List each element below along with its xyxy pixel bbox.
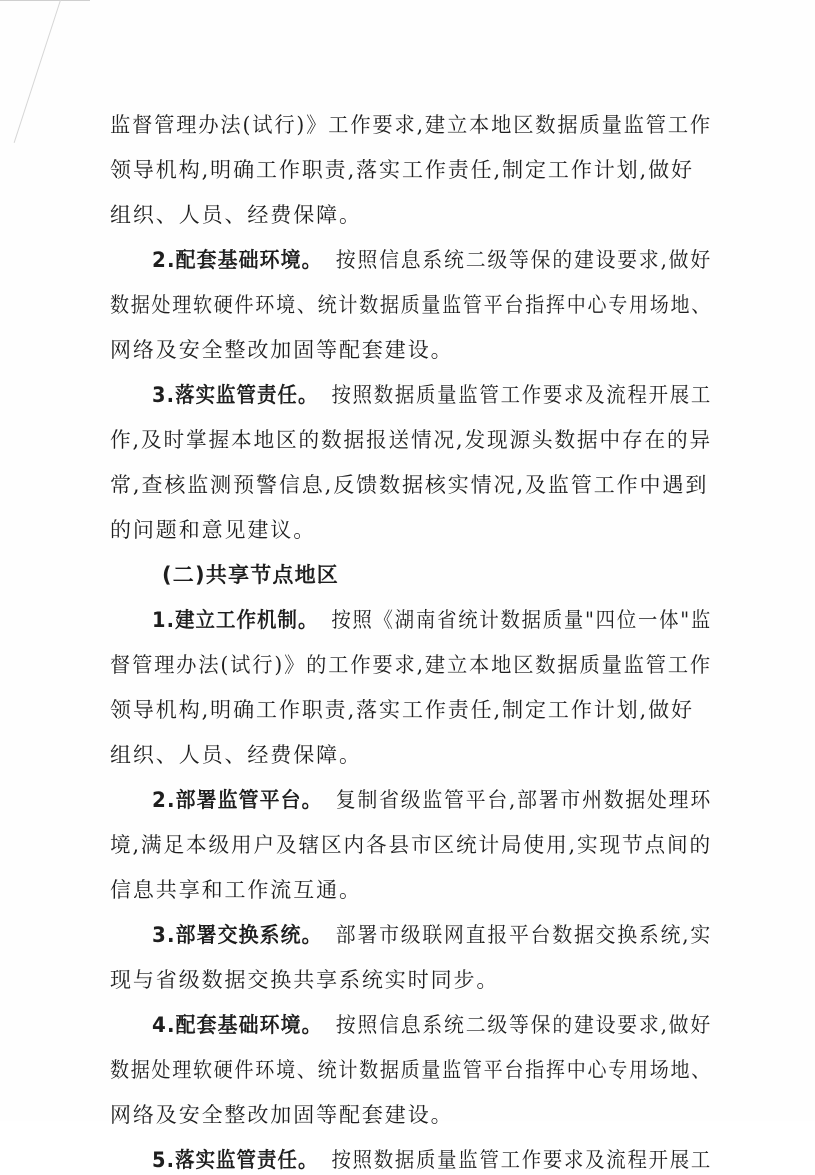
line-text: 网络及安全整改加固等配套建设。 [110,338,454,362]
line-text: 的问题和意见建议。 [110,518,317,542]
line-text: 常,查核监测预警信息,反馈数据核实情况,及监管工作中遇到 [110,473,709,497]
line-text: 信息共享和工作流互通。 [110,878,362,902]
item-heading: 3.落实监管责任。 [152,383,319,407]
line-text: 按照《湖南省统计数据质量"四位一体"监 [331,608,713,632]
line-text: 按照数据质量监管工作要求及流程开展工 [331,383,713,407]
line-text: 组织、人员、经费保障。 [110,743,362,767]
line-text: 复制省级监管平台,部署市州数据处理环 [335,788,712,812]
item-heading: 5.落实监管责任。 [152,1148,319,1172]
line-text: 数据处理软硬件环境、统计数据质量监管平台指挥中心专用场地、 [110,293,713,317]
body-line [110,155,694,185]
body-line [110,425,712,455]
line-text: 按照数据质量监管工作要求及流程开展工 [331,1148,713,1172]
line-text: 按照信息系统二级等保的建设要求,做好 [335,248,712,272]
line-text: 监督管理办法(试行)》工作要求,建立本地区数据质量监管工作 [110,113,713,137]
body-line [110,650,712,680]
item-heading: 1.建立工作机制。 [152,608,319,632]
body-line [110,830,712,860]
line-text: 组织、人员、经费保障。 [110,203,362,227]
body-line [110,470,708,500]
body-line [110,290,712,320]
line-text: 领导机构,明确工作职责,落实工作责任,制定工作计划,做好 [110,698,694,722]
body-line [110,695,694,725]
body-line [110,1100,454,1130]
line-text: 按照信息系统二级等保的建设要求,做好 [335,1013,712,1037]
line-text: 数据处理软硬件环境、统计数据质量监管平台指挥中心专用场地、 [110,1058,713,1082]
item-heading: 2.配套基础环境。 [152,248,323,272]
scan-fold-mark [14,0,62,143]
body-line [110,875,362,905]
paragraph-first-line [152,920,712,950]
line-text: 现与省级数据交换共享系统实时同步。 [110,968,500,992]
line-text: 境,满足本级用户及辖区内各县市区统计局使用,实现节点间的 [110,833,713,857]
line-text: 部署市级联网直报平台数据交换系统,实 [335,923,712,947]
line-text: 作,及时掌握本地区的数据报送情况,发现源头数据中存在的异 [110,428,713,452]
paragraph-first-line [152,1145,712,1175]
line-text: 领导机构,明确工作职责,落实工作责任,制定工作计划,做好 [110,158,694,182]
body-line [110,1055,712,1085]
paragraph-first-line [152,785,712,815]
paragraph-first-line [152,1010,712,1040]
section-heading-text: (二)共享节点地区 [162,563,339,587]
body-line [110,740,362,770]
body-line [110,200,362,230]
scan-edge-mark [0,0,90,2]
item-heading: 2.部署监管平台。 [152,788,323,812]
line-text: 网络及安全整改加固等配套建设。 [110,1103,454,1127]
paragraph-first-line [152,605,712,635]
body-line [110,335,454,365]
body-line [110,965,499,995]
paragraph-first-line [152,380,712,410]
paragraph-first-line [152,245,712,275]
item-heading: 3.部署交换系统。 [152,923,323,947]
line-text: 督管理办法(试行)》的工作要求,建立本地区数据质量监管工作 [110,653,713,677]
body-line [110,515,316,545]
item-heading: 4.配套基础环境。 [152,1013,323,1037]
section-heading [162,560,339,590]
body-line [110,110,712,140]
